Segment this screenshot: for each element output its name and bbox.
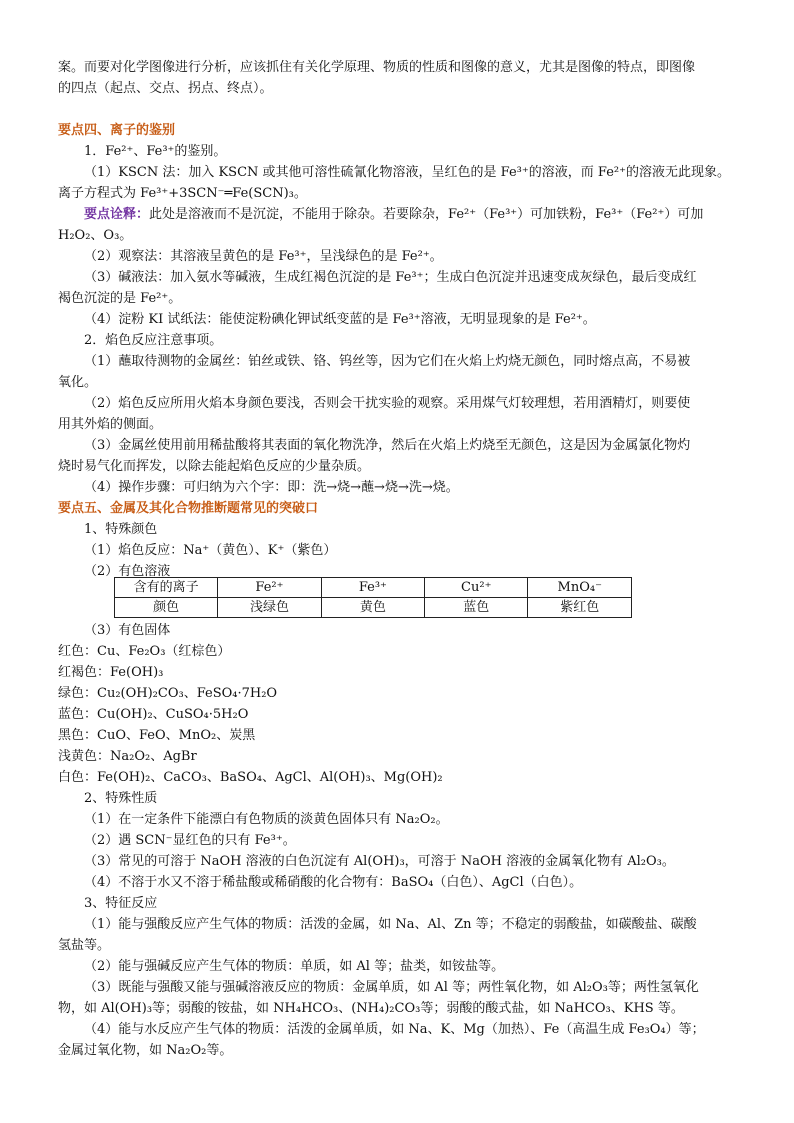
note-text: 此处是溶液而不是沉淀，不能用于除杂。若要除杂，Fe²⁺（Fe³⁺）可加铁粉，Fe³⁺（Fe²⁺）可加 <box>149 207 704 222</box>
text-line: 红褐色：Fe(OH)₃ <box>58 665 164 680</box>
text-line: （3）金属丝使用前用稀盐酸将其表面的氧化物洗净，然后在火焰上灼烧至无颜色，这是因为金属氯化物灼 <box>84 438 691 453</box>
text-line: 红色：Cu、Fe₂O₃（红棕色） <box>58 644 231 659</box>
text-line: （2）能与强碱反应产生气体的物质：单质，如 Al 等；盐类，如铵盐等。 <box>84 959 505 974</box>
text-line: （3）常见的可溶于 NaOH 溶液的白色沉淀有 Al(OH)₃，可溶于 NaOH 溶液的金属氧化物有 Al₂O₃。 <box>84 854 675 869</box>
text-line: （3）有色固体 <box>84 623 171 638</box>
text-line: 氢盐等。 <box>58 938 111 953</box>
text-line: （2）焰色反应所用火焰本身颜色要浅，否则会干扰实验的观察。采用煤气灯较理想，若用酒精灯，则要使 <box>84 396 691 411</box>
text-line: 蓝色：Cu(OH)₂、CuSO₄·5H₂O <box>58 707 249 722</box>
text-line: （1）能与强酸反应产生气体的物质：活泼的金属，如 Na、Al、Zn 等；不稳定的弱酸盐，如碳酸盐、碳酸 <box>84 917 697 932</box>
text-line: 1．Fe²⁺、Fe³⁺的鉴别。 <box>84 144 227 159</box>
text-line: （3）既能与强酸又能与强碱溶液反应的物质：金属单质，如 Al 等；两性氧化物，如 Al₂O₃等；两性氢氧化 <box>84 980 699 995</box>
text-line: （1）在一定条件下能漂白有色物质的淡黄色固体只有 Na₂O₂。 <box>84 812 449 827</box>
table-cell: 紫红色 <box>528 598 632 618</box>
text-line: 2．焰色反应注意事项。 <box>84 333 223 348</box>
text-line: 金属过氧化物，如 Na₂O₂等。 <box>58 1043 233 1058</box>
text-line: 3、特征反应 <box>84 896 158 911</box>
text-line: 烧时易气化而挥发，以除去能起焰色反应的少量杂质。 <box>58 459 371 474</box>
text-line: （1）KSCN 法：加入 KSCN 或其他可溶性硫氰化物溶液，呈红色的是 Fe³⁺的溶液，而 Fe²⁺的溶液无此现象。 <box>84 165 730 180</box>
text-line: H₂O₂、O₃。 <box>58 228 133 243</box>
table-cell: 蓝色 <box>425 598 528 618</box>
table-cell: 浅绿色 <box>218 598 321 618</box>
table-row <box>115 598 632 618</box>
table-cell: Fe²⁺ <box>218 578 321 598</box>
text-line: （4）能与水反应产生气体的物质：活泼的金属单质，如 Na、K、Mg（加热）、Fe（高温生成 Fe₃O₄）等； <box>84 1022 705 1037</box>
section-heading-4: 要点四、离子的鉴别 <box>58 123 176 138</box>
text-line: （2）遇 SCN⁻显红色的只有 Fe³⁺。 <box>84 833 296 848</box>
table-cell: MnO₄⁻ <box>528 578 632 598</box>
text-line: 1、特殊颜色 <box>84 522 158 537</box>
table-cell: Cu²⁺ <box>425 578 528 598</box>
text-line: 氧化。 <box>58 375 98 390</box>
text-line: （4）不溶于水又不溶于稀盐酸或稀硝酸的化合物有：BaSO₄（白色）、AgCl（白色）。 <box>84 875 583 890</box>
text-line: 物，如 Al(OH)₃等；弱酸的铵盐，如 NH₄HCO₃、(NH₄)₂CO₃等；弱酸的酸式盐，如 NaHCO₃、KHS 等。 <box>58 1001 684 1016</box>
text-line: （4）淀粉 KI 试纸法：能使淀粉碘化钾试纸变蓝的是 Fe³⁺溶液，无明显现象的是 Fe²⁺。 <box>84 312 596 327</box>
text-line: 的四点（起点、交点、拐点、终点）。 <box>58 81 273 96</box>
table-cell: 颜色 <box>115 598 218 618</box>
text-line: （1）焰色反应：Na⁺（黄色）、K⁺（紫色） <box>84 543 337 558</box>
text-line: （1）蘸取待测物的金属丝：铂丝或铁、铬、钨丝等，因为它们在火焰上灼烧无颜色，同时熔点高，不易被 <box>84 354 691 369</box>
text-line: 2、特殊性质 <box>84 791 158 806</box>
text-line: 黑色：CuO、FeO、MnO₂、炭黑 <box>58 728 256 743</box>
text-line: （2）有色溶液 <box>84 564 171 579</box>
table-cell: 含有的离子 <box>115 578 218 598</box>
text-line: 用其外焰的侧面。 <box>58 417 163 432</box>
text-line: （2）观察法：其溶液呈黄色的是 Fe³⁺，呈浅绿色的是 Fe²⁺。 <box>84 249 443 264</box>
section-heading-5: 要点五、金属及其化合物推断题常见的突破口 <box>58 501 319 516</box>
text-line: 褐色沉淀的是 Fe²⁺。 <box>58 291 182 306</box>
text-line: （3）碱液法：加入氨水等碱液，生成红褐色沉淀的是 Fe³⁺；生成白色沉淀并迅速变成灰绿色，最后变成红 <box>84 270 697 285</box>
text-line: 绿色：Cu₂(OH)₂CO₃、FeSO₄·7H₂O <box>58 686 278 701</box>
ion-color-table <box>114 577 632 618</box>
table-cell: Fe³⁺ <box>321 578 424 598</box>
text-line: 白色：Fe(OH)₂、CaCO₃、BaSO₄、AgCl、Al(OH)₃、Mg(OH)₂ <box>58 770 443 785</box>
note-label: 要点诠释： <box>84 207 150 222</box>
text-line: 浅黄色：Na₂O₂、AgBr <box>58 749 197 764</box>
note-line <box>84 204 740 225</box>
text-line: （4）操作步骤：可归纳为六个字：即：洗→烧→蘸→烧→洗→烧。 <box>84 480 459 495</box>
table-row <box>115 578 632 598</box>
text-line: 案。而要对化学图像进行分析，应该抓住有关化学原理、物质的性质和图像的意义，尤其是图像的特点，即图像 <box>58 60 696 75</box>
table-cell: 黄色 <box>321 598 424 618</box>
text-line: 离子方程式为 Fe³⁺+3SCN⁻═Fe(SCN)₃。 <box>58 186 307 201</box>
